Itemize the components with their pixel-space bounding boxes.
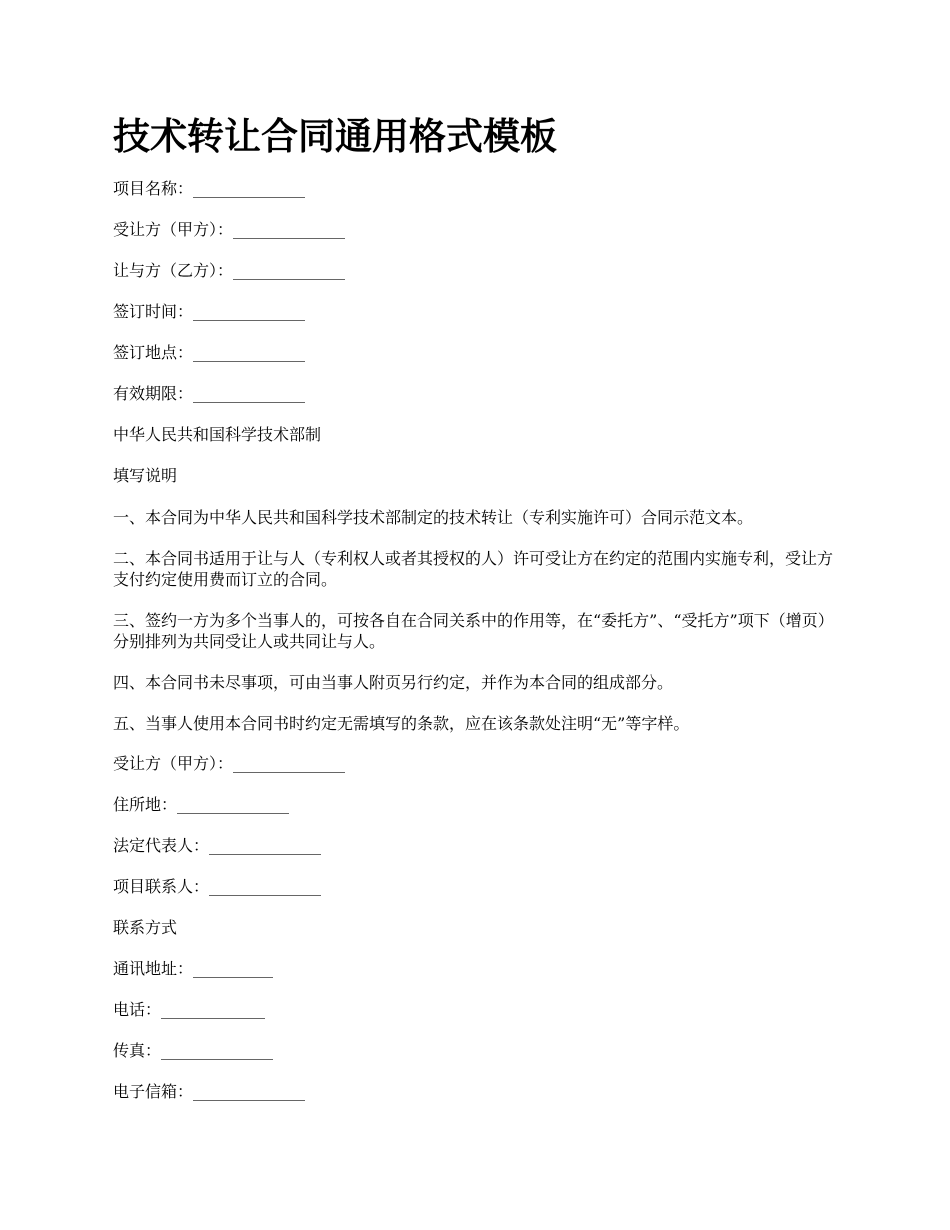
field-phone <box>113 1000 853 1020</box>
contract-document <box>113 112 853 1123</box>
field-blank: ______________ <box>233 754 346 773</box>
field-label: 项目名称： <box>113 179 194 198</box>
field-signing-time <box>113 302 853 322</box>
issuer-text: 中华人民共和国科学技术部制 <box>113 425 322 444</box>
field-label: 有效期限： <box>113 384 194 403</box>
field-blank: ______________ <box>193 384 306 403</box>
field-label: 受让方（甲方）： <box>113 754 234 773</box>
contact-heading: 联系方式 <box>113 918 178 937</box>
instruction-item: 二、本合同书适用于让与人（专利权人或者其授权的人）许可受让方在约定的范围内实施专利，受让方支付约定使用费而订立的合同。 <box>113 549 834 589</box>
field-blank: ______________ <box>193 343 306 362</box>
field-blank: ______________ <box>233 220 346 239</box>
field-email <box>113 1082 853 1102</box>
field-legal-representative <box>113 836 853 856</box>
instruction-item: 一、本合同为中华人民共和国科学技术部制定的技术转让（专利实施许可）合同示范文本。 <box>113 508 754 527</box>
field-label: 电子信箱： <box>113 1082 194 1101</box>
field-project-contact <box>113 877 853 897</box>
field-label: 签订地点： <box>113 343 194 362</box>
field-validity-period <box>113 384 853 404</box>
field-assignee <box>113 220 853 240</box>
field-fax <box>113 1041 853 1061</box>
field-label: 受让方（甲方）： <box>113 220 234 239</box>
field-label: 传真： <box>113 1041 162 1060</box>
instruction-item: 四、本合同书未尽事项，可由当事人附页另行约定，并作为本合同的组成部分。 <box>113 673 674 692</box>
field-label: 让与方（乙方）： <box>113 261 234 280</box>
field-label: 通讯地址： <box>113 959 194 978</box>
field-blank: ______________ <box>177 795 290 814</box>
field-blank: ______________ <box>161 1041 274 1060</box>
field-label: 法定代表人： <box>113 836 210 855</box>
instructions-heading: 填写说明 <box>113 466 178 485</box>
field-residence <box>113 795 853 815</box>
field-blank: ______________ <box>193 179 306 198</box>
field-blank: _____________ <box>161 1000 266 1019</box>
instruction-item: 三、签约一方为多个当事人的，可按各自在合同关系中的作用等，在“委托方”、“受托方”项下（增页）分别排列为共同受让人或共同让与人。 <box>113 611 834 651</box>
field-blank: __________ <box>193 959 274 978</box>
field-label: 签订时间： <box>113 302 194 321</box>
field-blank: ______________ <box>233 261 346 280</box>
field-party-assignee <box>113 754 853 774</box>
field-label: 项目联系人： <box>113 877 210 896</box>
field-blank: ______________ <box>209 877 322 896</box>
field-mailing-address <box>113 959 853 979</box>
field-label: 住所地： <box>113 795 178 814</box>
field-label: 电话： <box>113 1000 162 1019</box>
field-blank: ______________ <box>193 302 306 321</box>
field-blank: ______________ <box>193 1082 306 1101</box>
document-title: 技术转让合同通用格式模板 <box>113 115 557 158</box>
field-blank: ______________ <box>209 836 322 855</box>
field-assignor <box>113 261 853 281</box>
instruction-item: 五、当事人使用本合同书时约定无需填写的条款，应在该条款处注明“无”等字样。 <box>113 714 690 733</box>
field-project-name <box>113 179 853 199</box>
field-signing-place <box>113 343 853 363</box>
